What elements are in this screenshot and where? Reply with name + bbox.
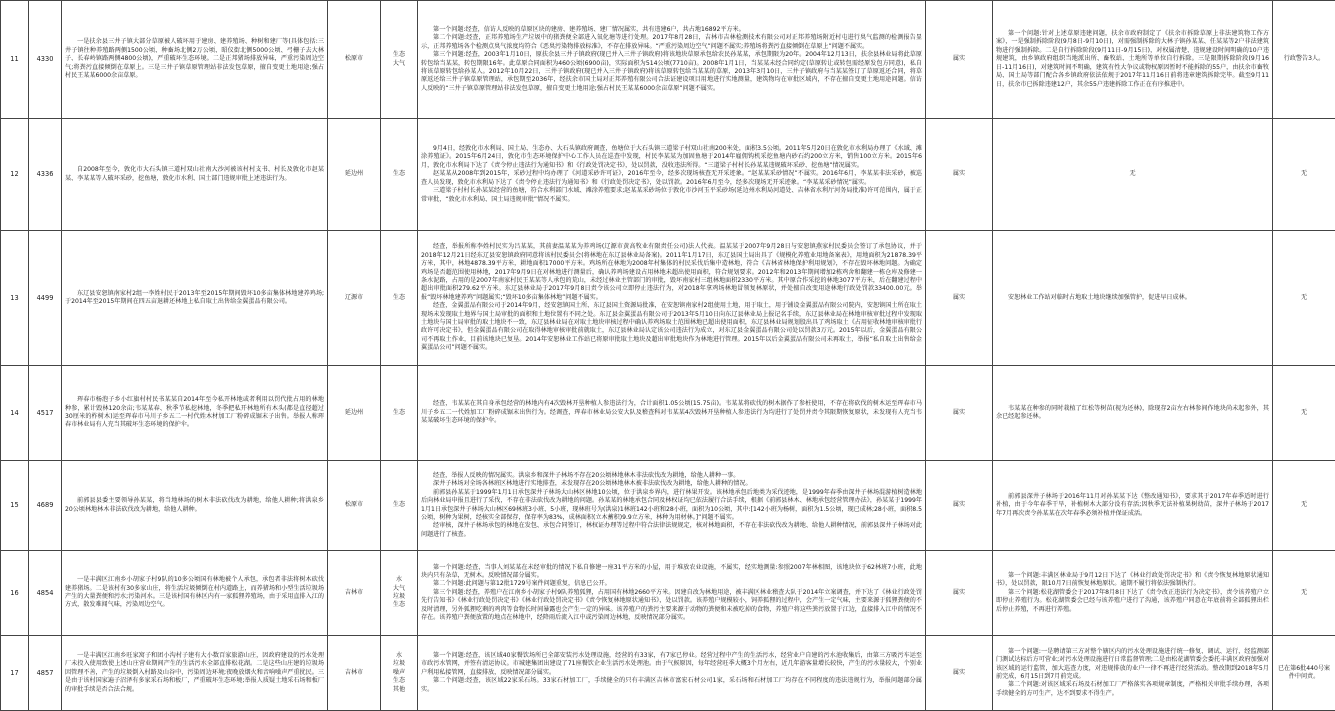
city: 松原市	[328, 461, 381, 551]
row-number: 13	[1, 231, 29, 366]
city: 延边州	[328, 366, 381, 461]
complaint-text: 东辽县安恕镇南家村2组一李姓村民于2013年至2015年期间毁坏10多亩集体林地建养鸡场;于2014年至2015年期间在四五亩退耕还林地上私自取土出售给金翼蛋品有限公司。	[62, 231, 328, 366]
complaint-text: 一是扶余县三井子镇大部分草原被人破坏用于建房、建养殖场、种树和建厂等(具体包括:三井子镇往种养殖路两侧1500公顷、种畜场北侧2万公顷、昭仪街北侧5000公顷、弓栅子去大林子、长春岭镇路两侧4800公顷)，严重破坏生态环境。二是正邦猪场排放异味，严重污染周边空气;将粪污直接倾倒在草原上。三是三井子镇草原管理站非法发包草原，擅自变更土地用途;强占村民王某某6000余亩草原。	[62, 1, 328, 119]
row-number: 16	[1, 551, 29, 636]
case-id: 4854	[29, 551, 62, 636]
paragraph: 第三个问题:经查，养殖户在江南乡小胡家子村9队养殖狐狸，占用国有林地2660平方米。因建自改为林地用途，被丰满区林业稽查大队于2014年立案调查，并下达了《林业行政处罚先行告知书》《林业行政处罚决定书》《林业行政处罚决定书》《责令恢复林地原状通知书》，处以罚款。该养殖户规模较小，饲养狐狸的过程中，会产生一定气味，主要来源于狐狸粪便的不及时清理，另外狐狸吃剩的鸡肉等食物长时间暴露也会产生一定的异味。该养殖户的粪污主要来源于动物的粪便和未被吃掉的食物，养殖户将这些粪污放置于江边，直接排入江中的情况不存在。该养殖户粪便放置的地点在林地中，经降雨后流入江中或污染周边林地，反映情况部分属实。	[421, 589, 922, 623]
investigation	[418, 119, 926, 231]
case-id: 4689	[29, 461, 62, 551]
case-id: 4336	[29, 119, 62, 231]
result: 属实	[926, 461, 993, 551]
paragraph: 经查，举报所称李姓村民实为吕某某，其前妻温某某为养鸡场(辽源市黄高牧业有限责任公司)法人代表。温某某于2007年9月28日与安恕镇燕家村民委员会签订了承包协议，并于2018年12月21日经东辽县安恕镇政府同意将该村民委员会(将林地在东辽县林业局备案)。2011年1月17日，东辽县国土局出具了《规模化养殖业用地备案表》，用地面积为21878.39平方米，其中，林地4878.39平方米，耕地面积17000平方米。鸡场所在林地为2008年村集体的村民采伐后集中造林地，符合《吉林省林地保护利用规划》，不存在毁坏林地问题。为确定鸡场是否超范围使用林地，2017年9月9日在对林地进行测量后，确认养鸡场建设占用林地未超出使用面积，符合规划要求。2012年和2013年期间增加2栋鸡舍和翻建一栋仓库及修建一条水泥路，占用的是2007年南家村民王某某等人承包的荒山，未经过林业主管部门的审批，毁坏南家村三组林地面积2330平方米。其中原合作采挖的林地3077平方米，后在翻建过程中超出审批面积279.62平方米。东辽县林业局于2017年9月8日责令该公司立即停止违法行为，对2018年拿鸡场林地冒领复林原状，并处擅自改变用途林地行政处罚款33400.00元。举报“毁坏林地建养鸡”问题属实;“毁坏10多亩集体林地”问题不属实。	[421, 243, 922, 302]
complaint-text: 自2008年至今，敦化市大石头镇三道村双山社南大沙河被该村村支书、村长及敦化市赵某某、李某某等人破坏采砂，挖鱼塘，敦化市水利、国土部门违规审批上述违法行为。	[62, 119, 328, 231]
row-number: 12	[1, 119, 29, 231]
row-number: 15	[1, 461, 29, 551]
table-row	[1, 231, 1335, 366]
paragraph: 前郭县深井子林场于2016年11月对孙某某下达《整改通知书》，要求其于2017年春季适时进行补植，由于今年春季干旱，补植树木大部分没有存活;因秋季无法补植果树幼苗，深井子林场于2017年7月再次责令孙某某在次年春季必须补植并保证成活。	[996, 493, 1269, 518]
paragraph: 第一个问题:一是聘请第三方对整个辖区内的污水处理设施进行统一修复、调试、运行，经监测部门测试达标后方可营业;对污水处理设施进行日常监督管理;二是由松花湖管委会委托丰满区政府加强对该区域的运行监管，加大巡查力度，对违规排放的业户一律不再进行经营活动。整改期到2018年5月前完成，6月15日到7月前完成。	[996, 648, 1269, 682]
row-number: 11	[1, 1, 29, 119]
result: 属实	[926, 551, 993, 636]
case-id: 4330	[29, 1, 62, 119]
table-row	[1, 636, 1335, 711]
paragraph: 第二个问题:经查，正邦养殖场生产垃圾中的猪粪便全部进入氧化塘等进行处理。2017年8月28日，吉林市吉林检测技术有限公司对正邦养殖场附近村屯进行臭气监测的检测报告显示，正邦养殖场各个检测点臭气浓度均符合《恶臭污染物排放标准》，不存在排放异味。“严重污染周边空气”问题不属实;养殖场将粪污直接倾倒在草原上”问题不属实。	[421, 34, 922, 51]
table-row	[1, 461, 1335, 551]
accountability: 无	[1273, 551, 1335, 636]
complaint-text: 一是丰满区江南乡小胡家子村9队的10多公顷国有林地被个人承包，承包者非法将树木砍伐建养猪场。二是该村有30多家山庄，将生活垃圾倾倒在村内道路上，而养猪场和小型生活垃圾场产生的大量粪便和污水;污染河水。三是该村国有林区内有一家狐狸养殖场，由于采用直排入江的方式，散发难闻气味，污染周边空气。	[62, 551, 328, 636]
table-row	[1, 366, 1335, 461]
investigation	[418, 1, 926, 119]
city: 辽源市	[328, 231, 381, 366]
rectification	[993, 119, 1273, 231]
result: 属实	[926, 231, 993, 366]
paragraph: 前郭县孙某某于1999年1月1日承包深井子林场大山林区林地10公顷，位于洪泉乡界内，进行林果开发。该林地承包后地类为采伐迹地，是1999年春季由深井子林场混游植树造林地后向林业局申报且进行了采伐，不存在非法砍伐改为耕地的问题。孙某某的林地承包合同及林权证均已依法履行合法手续，根据《前郭县林木、林地承包经营管理办法》，孙某某于1999年1月1日承包深井子林场大山林区69林班3小班、5小班，现林班号为(洪泉)1林班142小班和28小班，面积为10公顷，其中:[142小班为杨树，面积为1.5公顷，现已成林;28小班，面积8.5公顷，树种为果树，经核实全部保存，保存率为83%，成林面积(立木蓄积)9.9立方米，林种为用材林。]”问题不属实。	[421, 489, 922, 523]
category: 水 垃圾 噪声 生态 其他	[381, 636, 418, 711]
result: 属实	[926, 636, 993, 711]
category: 生态	[381, 119, 418, 231]
city: 松原市	[328, 1, 381, 119]
row-number: 17	[1, 636, 29, 711]
case-id: 4499	[29, 231, 62, 366]
paragraph: 安恕林业工作站对临时占地取土地块继续加强管护，促进早日成林。	[996, 294, 1269, 302]
paragraph: 第三个问题:松花湖管委会于2017年8月8日下达了《责令改正违法行为决定书》，责令该养殖户立即停止养殖行为。松花湖管委会已经与该养殖户进行了沟通，该养殖户同意在年底前将全部狐狸出栏后停止养殖，不再进行养殖。	[996, 589, 1269, 614]
case-id: 4857	[29, 636, 62, 711]
rectification	[993, 1, 1273, 119]
accountability: 无	[1273, 366, 1335, 461]
paragraph: 9月4日，经敦化市水利局、国土局、生态办、大石头镇政府调查，鱼塘位于大石头镇三道梁子村双山社南200米处，面积3.5公顷。2011年5月20日在敦化市水利局办理了《水域、滩涂养殖证》。2015年6月24日，敦化市生态环境保护中心工作人员在巡查中发现，村民李某某为加固鱼塘于2014年雇佣钩机采挖鱼塘内砂石约200立方米，销售100立方米。2015年6月，敦化市水利局下达了《责令停止违法行为通知书》和《行政处罚决定书》，处以罚款，没收违法所得。“三道梁子村村长孙某某违规破坏采砂、挖鱼塘”情况属实。	[421, 145, 922, 170]
table-body	[1, 1, 1335, 711]
accountability: 无	[1273, 119, 1335, 231]
rectification	[993, 231, 1273, 366]
accountability: 无	[1273, 461, 1335, 551]
row-number: 14	[1, 366, 29, 461]
result: 属实	[926, 366, 993, 461]
complaint-text: 一是丰满区江南乡旺家窝子和团小沟村子建有大小数百家旅游山庄，因政府建设的污水处理厂未投入使用致使上述山庄营业期间产生的生活污水全部直排松花湖。二是这些山庄建的垃圾场因管理不善，产生的垃圾倒入村路及山谷中，污染周边环境;夜晚放烟火和音响噪声严重扰民。三是由于该村国家遍子沼泽有多家采石场和板厂，严重破坏生态环境;举报人质疑土地采石场和板厂的审批手续是否合法合规。	[62, 636, 328, 711]
paragraph: 第一个问题:针对上述草原违建问题，扶余市政府制定了《扶余市拆除草原上非法建筑物工作方案》，一是强制拆除阶段(9月8日-9月10日)，对需强制拆除的大林子镇孙某某、任某某等2户非法建筑物进行强制拆除。二是自行拆除阶段(9月11日-9月15日)，对权属清楚、违规建设时间明确的10户违规建筑，由乡镇政府组织当地派出所、畜牧站、土地所等单位自行拆除。三是限期拆除阶段(9月16日-11月16日)，对建筑时间不明确，建筑有性大争议或物权原因暂时不能拆除的55户，由扶余市畜牧局、国土局等部门配合各乡镇政府依法依规于2017年11月16日前将违章建筑拆除完毕。截至9月11日，扶余市已拆除违建12户，其余55户违建拆除工作正在有序推进中。	[996, 30, 1269, 89]
result: 属实	[926, 1, 993, 119]
complaint-text: 珲春市杨泡子乡小红旗村村民书某某自2014年至今私开林地或者利用以罚代批占用的林地种参，累计毁林120余亩;韦某某春、秋季节私挖林地，冬季把私开林地所有木头(都是直径超过30厘米的柞树木)运至珲春市马川子乡五二一村代姓木材加工厂粉碎成锯末子出售。举报人称珲春市林业局有人充当其破坏生态环境的保护伞。	[62, 366, 328, 461]
accountability: 已在第6批440号案件中问责。	[1273, 636, 1335, 711]
paragraph: 第三个问题:经查，2003年1月10日，原扶余县三井子镇政府(现已并入三井子镇政府)将该地块草原承包给农民孙某某，承包期限为20年。2004年12月13日，扶余县林业局将此草原转包给当某某，转包期限16年。此草原合同面积为460公顷(6900亩)，实际面积为514公顷(7710亩)。2008年1月1日，当某某未经合同约定(草原转让或转包需经原发包方同意)，私自将该草原转包给孙某人。2012年10月22日，三井子镇政府(现已并入三井子镇政府)将该草原转包给当某某的草原，2013年3月10日，三井子镇政府与当某某签订了草原返还合同，将草原返还给三井子镇草原管理站，承包期至2036年，经扶余市国土局对正邦养殖有限公司合法证建设项目用地进行实地测量，建筑物均在审批区域内，不存在擅自变更土地用途问题。信访人反映的“三井子镇草原管理站非法发包草原，擅自变更土地用途;强占村民王某某6000余亩草原”问题不属实。	[421, 51, 922, 93]
category: 水 大气 垃圾 生态	[381, 551, 418, 636]
paragraph: 经审核，深井子林场承包的林地在发包、承包合同签订，林权证办理等过程中符合法律法规规定，核对林地面积，不存在非法砍伐改为耕地、给他人耕种情况，前郭县深井子林场对此问题进行了核查。	[421, 522, 922, 539]
investigation	[418, 366, 926, 461]
investigation	[418, 636, 926, 711]
accountability: 无	[1273, 231, 1335, 366]
investigation	[418, 461, 926, 551]
investigation	[418, 551, 926, 636]
paragraph: 第二个问题:对该区域采石场及石材加工厂严格落实各项规章制度，严格相关审批手续办理，各项手续健全的方可生产，达不到要求不得生产。	[996, 681, 1269, 698]
city: 吉林市	[328, 551, 381, 636]
paragraph: 韦某某在种参的同时栽植了红松等树苗(视为还林)，除现存2亩左右林参间作地块尚未起参外，其余已经起参还林。	[996, 405, 1269, 422]
paragraph: 经查，金翼蛋品有限公司于2014年9月，经安恕镇国土所、东辽县国土资源局批准，在安恕镇南家村2组使用土地，用于取土，用于铺设金翼蛋品有限公司院内，安恕镇国土所在取土现场未发现取土地界与国土局审批的面积和土地位置有不同之处。东辽县金翼蛋品有限公司于2013年5月10日向东辽县林业局上报记名手续，东辽县林业局在林地审核审批过程中发现取土地块与国土局审批的取土地块不一致，东辽县林业局在对取土地块审核过程中确认养鸡场取土范围林地已超出使用面积，东辽县林业局规划股出具了鸡场取土《占用征收林地审核审批行政许可决定书》，但金翼蛋品有限公司在取得林地审核审批前就取土，东辽县林业局认定该公司违法行为成立，对东辽县金翼蛋品有限公司处以罚款3万元。2015年以后，金翼蛋品有限公司不再取土作业，目前该地块已复垦。2014年安恕林业工作站已将原审批取土地块及超出审批地块作为林地进行管理。2015年以后金翼蛋品有限公司未再取土，举报“私自取土出售给金翼蛋品公司”问题不属实。	[421, 302, 922, 352]
paragraph: 经查，韦某某在其自身承包经营的林地内有4次毁林开垦种植人参违法行为，合计面积1.05公顷(15.75亩)。韦某某将砍伐的树木据作了参桩使用，不存在将砍伐的树木运至珲春市马川子乡五二一代姓加工厂粉碎成锯末出售行为。经调查，珲春市林业局公安大队及稽查科对韦某某4次毁林开垦种植人参违法行为均进行了处罚并责令其限期恢复原状，未发现有人充当韦某某破坏生态环境的保护伞。	[421, 400, 922, 425]
city: 延边州	[328, 119, 381, 231]
paragraph: 第一个问题:经查，信访人反映的草原区块的建房、建养殖场、建厂情况属实，共有违建6户，共占地16892平方米。	[421, 26, 922, 34]
rectification	[993, 636, 1273, 711]
category: 生态	[381, 461, 418, 551]
table-row	[1, 551, 1335, 636]
paragraph: 第二个问题:经查，该区域22家采石场。33家石材加工厂，手续健全的只有丰满区吉林市富宏石材公司1家，采石场和石材加工厂均存在不同程度的违法违规行为，举报问题部分属实。	[421, 677, 922, 694]
investigation	[418, 231, 926, 366]
paragraph: 三道梁子村村长孙某某经营的鱼塘，符合水利部门水域、滩涂养殖要求;赵某某采砂场位于敦化市沙河玉平采砂场(延边州水利局河道处、吉林省水利厅河务局批准)许可范围内，属于正常审批，“敦化市水利局、国土局违规审批”情况不属实。	[421, 187, 922, 204]
result: 属实	[926, 119, 993, 231]
rectification	[993, 366, 1273, 461]
category: 生态	[381, 366, 418, 461]
complaint-text: 前郭县县委主要领导孙某某，将当地林场的树木非法砍伐改为耕地，给他人耕种;将洪泉乡20公顷林地林木非法砍伐改为耕地，给他人耕种。	[62, 461, 328, 551]
paragraph: 第一个问题:经查，该区域40家餐饮场所已全部安装污水处理设施，经营的有33家，有7家已停业。经营过程中产生的生活污水，经营业户自建的污水池收集后，由第三方吸污车运至市政污水管网，并签有清运协议。市城建集团出建设了71座餐饮企业生活污水处理池。由于气候原因，每年经营旺季大概3个月左右，近几年游客量增长较快，产生的污水量较大，个别业户利用私接管网，直接排放，反映情况部分属实。	[421, 652, 922, 677]
accountability: 行政警告3人。	[1273, 1, 1335, 119]
case-id: 4517	[29, 366, 62, 461]
paragraph: 无	[996, 170, 1269, 178]
paragraph: 赵某某从2008年到2015年，采砂过程中均办理了《河道采砂许可证》，2016年至今，经多次现场核查无开采迹象。“赵某某采砂情况”不属实。2016年6月，李某某非法采砂，被巡查人员发现，敦化市水利局下达了《责令停止违法行为通知书》和《行政处罚决定书》，处以罚款。2016年6月至今，经多次现场无开采迹象。“李某某采砂情况”属实。	[421, 170, 922, 187]
paragraph: 经查，举报人反映的情况属实。洪泉乡和深井子林场不存在20公顷林地林木非法砍伐改为耕地，给他人耕种一事。	[421, 472, 922, 480]
paragraph: 第一个问题:丰满区林业局于9月12日下达了《林业行政处罚决定书》和《责令恢复林地原状通知书》，处以罚款，限10月7日前恢复林地原状。逾期不履行将依法强制执行。	[996, 572, 1269, 589]
table-row	[1, 119, 1335, 231]
paragraph: 第二个问题:此问题与第12批1729号案件问题重复，信息已公开。	[421, 580, 922, 588]
paragraph: 深井子林场对全场各林班区林地进行实地排查，未发现存在20公顷林地林木被非法砍伐改为耕地，给他人耕种的情况。	[421, 480, 922, 488]
category: 生态	[381, 231, 418, 366]
table-row	[1, 1, 1335, 119]
category: 生态 大气	[381, 1, 418, 119]
rectification	[993, 461, 1273, 551]
rectification	[993, 551, 1273, 636]
city: 吉林市	[328, 636, 381, 711]
paragraph: 第一个问题:经查，当事人刘某某在未经审批的情况下私自修建一座31平方米的小屋，用于堆放农业设施，不属实，经实地测量:参照2007年林相图，该地块位于62林班7小班，此地块内只有杂草，无树木。反映情况部分属实。	[421, 564, 922, 581]
